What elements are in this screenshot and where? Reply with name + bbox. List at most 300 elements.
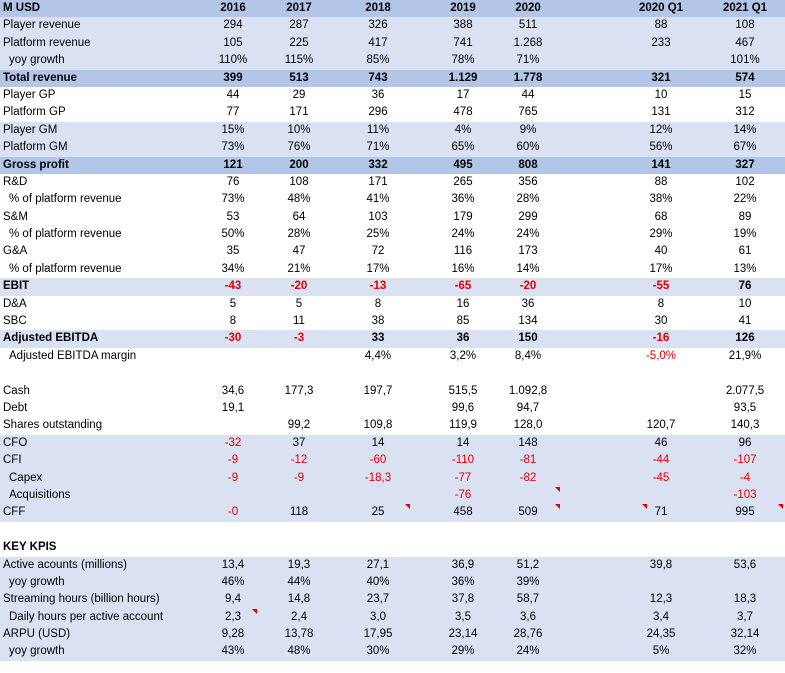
row-label[interactable]: yoy growth [9,54,65,67]
table-cell[interactable]: 71% [516,54,540,67]
table-cell[interactable]: 171 [289,106,309,119]
table-cell[interactable]: 2,3 [225,610,241,623]
table-cell[interactable]: 326 [368,19,388,32]
col-header[interactable]: 2018 [365,2,391,14]
table-cell[interactable]: -103 [733,488,757,501]
table-cell[interactable]: 29% [451,645,475,658]
table-cell[interactable]: 327 [735,158,755,171]
table-cell[interactable]: -60 [369,454,387,467]
table-cell[interactable]: -12 [290,454,308,467]
table-cell[interactable]: 8 [374,297,382,310]
table-cell[interactable]: 312 [735,106,755,119]
table-cell[interactable]: 197,7 [363,384,393,397]
table-cell[interactable]: 233 [651,36,671,49]
table-cell[interactable]: 34,6 [221,384,245,397]
table-cell[interactable]: 12,3 [649,593,673,606]
table-cell[interactable] [266,400,332,417]
table-cell[interactable]: 32% [733,645,757,658]
table-cell[interactable]: 22% [733,193,757,206]
row-label[interactable]: Adjusted EBITDA [3,332,99,345]
table-cell[interactable]: 19,3 [287,558,311,571]
row-label[interactable]: Platform revenue [3,36,91,49]
comment-indicator-icon[interactable] [555,504,560,509]
table-cell[interactable]: 73% [221,141,245,154]
table-cell[interactable]: 171 [368,175,388,188]
table-cell[interactable]: 24,35 [646,628,676,641]
table-cell[interactable]: 225 [289,36,309,49]
table-cell[interactable]: 119,9 [449,419,477,432]
table-cell[interactable]: 399 [223,71,243,84]
table-cell[interactable]: 9% [519,123,537,136]
table-cell[interactable]: 148 [518,436,538,449]
table-cell[interactable]: 96 [738,436,752,449]
row-label[interactable]: Debt [3,401,28,414]
table-cell[interactable]: 16 [456,297,470,310]
table-cell[interactable]: 19% [733,228,757,241]
table-cell[interactable]: 2,4 [291,610,307,623]
table-cell[interactable]: 141 [651,158,671,171]
table-cell[interactable]: 574 [735,71,755,84]
table-cell[interactable]: -9 [227,454,239,467]
table-cell[interactable]: 4,4% [364,349,392,362]
table-cell[interactable]: 23,14 [448,628,478,641]
table-cell[interactable]: 39,8 [649,558,673,571]
table-cell[interactable]: 76 [226,175,240,188]
table-cell[interactable]: 61 [738,245,752,258]
table-cell[interactable] [345,487,411,504]
table-cell[interactable]: 150 [518,332,538,345]
table-cell[interactable]: 71 [654,506,668,519]
table-cell[interactable]: -18,3 [364,471,392,484]
table-cell[interactable]: 102 [735,175,755,188]
table-cell[interactable]: 40% [366,575,390,588]
table-cell[interactable]: 68 [654,210,668,223]
table-cell[interactable]: 3,6 [520,610,536,623]
row-label[interactable]: D&A [3,297,27,310]
table-cell[interactable]: 13,78 [284,628,314,641]
table-cell[interactable]: 24% [516,228,540,241]
table-cell[interactable]: 85 [456,315,470,328]
table-cell[interactable] [266,348,332,365]
table-cell[interactable]: 88 [654,175,668,188]
table-cell[interactable]: 41 [738,315,752,328]
row-label[interactable]: % of platform revenue [9,193,122,206]
row-label[interactable]: Gross profit [3,158,69,171]
table-cell[interactable] [200,417,266,434]
table-cell[interactable]: 37 [292,436,306,449]
table-cell[interactable] [628,487,694,504]
table-cell[interactable]: 21,9% [728,349,762,362]
table-cell[interactable]: -55 [652,280,670,293]
table-cell[interactable]: 1.092,8 [508,384,548,397]
table-cell[interactable]: 265 [453,175,473,188]
table-cell[interactable]: 765 [518,106,538,119]
row-label[interactable]: % of platform revenue [9,262,122,275]
table-cell[interactable]: 101% [730,54,760,67]
comment-indicator-icon[interactable] [252,609,257,614]
table-cell[interactable]: 14% [733,123,757,136]
table-cell[interactable]: 99,6 [451,401,475,414]
table-cell[interactable]: 11% [366,123,390,136]
table-cell[interactable]: 1.778 [513,71,543,84]
col-header[interactable]: 2017 [286,2,312,14]
table-cell[interactable]: 28% [287,228,311,241]
table-cell[interactable]: 108 [735,19,755,32]
table-cell[interactable]: -16 [652,332,670,345]
table-cell[interactable]: 108 [289,175,309,188]
table-cell[interactable]: 60% [516,141,540,154]
table-cell[interactable]: 25 [371,506,385,519]
table-cell[interactable]: 299 [518,210,538,223]
table-cell[interactable]: -20 [519,280,537,293]
table-cell[interactable]: 808 [518,158,538,171]
table-cell[interactable]: 44 [521,88,535,101]
table-cell[interactable] [712,522,778,539]
table-cell[interactable] [266,522,332,539]
table-cell[interactable]: -77 [454,471,472,484]
table-cell[interactable]: 743 [368,71,388,84]
table-cell[interactable]: 15 [738,88,752,101]
table-cell[interactable]: 173 [518,245,538,258]
table-cell[interactable]: -30 [224,332,242,345]
table-cell[interactable]: 741 [453,36,473,49]
table-cell[interactable]: 19,1 [221,401,245,414]
row-label[interactable]: % of platform revenue [9,228,122,241]
table-cell[interactable] [495,365,561,382]
table-cell[interactable]: 48% [287,193,311,206]
table-cell[interactable]: 388 [453,19,473,32]
table-cell[interactable]: 10% [287,123,311,136]
table-cell[interactable]: 48% [287,645,311,658]
table-cell[interactable]: -82 [519,471,537,484]
table-cell[interactable]: 131 [651,106,671,119]
table-cell[interactable]: 24% [451,228,475,241]
table-cell[interactable]: 29% [649,228,673,241]
table-cell[interactable]: 17% [649,262,673,275]
table-cell[interactable] [266,365,332,382]
table-cell[interactable]: 10 [738,297,752,310]
table-cell[interactable]: 495 [453,158,473,171]
row-label[interactable]: CFI [3,454,22,467]
table-cell[interactable]: 85% [366,54,390,67]
table-cell[interactable]: 16% [451,262,475,275]
row-label[interactable]: EBIT [3,280,30,293]
row-label[interactable]: KEY KPIS [3,541,57,554]
table-cell[interactable] [628,522,694,539]
table-cell[interactable]: 128,0 [513,419,543,432]
row-label[interactable]: Player GP [3,88,56,101]
table-cell[interactable]: -81 [519,454,537,467]
table-cell[interactable]: 140,3 [730,419,760,432]
comment-indicator-icon[interactable] [405,504,410,509]
table-cell[interactable]: 5 [295,297,303,310]
table-cell[interactable] [628,574,694,591]
table-cell[interactable]: 73% [221,193,245,206]
table-cell[interactable]: -43 [224,280,242,293]
table-cell[interactable]: 321 [651,71,671,84]
row-label[interactable]: R&D [3,175,28,188]
table-cell[interactable]: 43% [221,645,245,658]
table-cell[interactable] [712,574,778,591]
table-cell[interactable]: 11 [293,315,305,328]
table-cell[interactable] [495,522,561,539]
table-cell[interactable]: 36,9 [451,558,475,571]
table-cell[interactable] [628,365,694,382]
table-cell[interactable]: 33 [371,332,385,345]
table-cell[interactable]: 93,5 [733,401,757,414]
row-label[interactable]: yoy growth [9,575,65,588]
table-cell[interactable]: 34% [221,262,245,275]
comment-indicator-icon[interactable] [778,504,783,509]
table-cell[interactable] [266,487,332,504]
table-cell[interactable]: 332 [368,158,388,171]
table-cell[interactable]: 32,14 [730,628,760,641]
table-cell[interactable] [345,522,411,539]
table-cell[interactable]: 109,8 [363,419,393,432]
table-cell[interactable]: 65% [451,141,475,154]
row-label[interactable]: Shares outstanding [3,419,103,432]
table-cell[interactable] [430,365,496,382]
col-header[interactable]: 2021 Q1 [722,2,768,14]
table-cell[interactable]: -13 [369,280,387,293]
table-cell[interactable]: 177,3 [284,384,314,397]
table-cell[interactable]: 94,7 [516,401,540,414]
table-cell[interactable]: 15% [221,123,245,136]
table-cell[interactable]: 417 [368,36,388,49]
table-cell[interactable]: 179 [453,210,473,223]
table-cell[interactable]: 77 [226,106,240,119]
table-cell[interactable]: 296 [368,106,388,119]
table-cell[interactable]: 5% [652,645,670,658]
row-label[interactable]: Player GM [3,123,58,136]
table-cell[interactable]: 58,7 [516,593,540,606]
table-cell[interactable]: 21% [287,262,311,275]
table-cell[interactable] [628,383,694,400]
table-cell[interactable]: 9,28 [221,628,245,641]
table-cell[interactable]: 40 [654,245,668,258]
table-cell[interactable]: 8,4% [514,349,542,362]
table-cell[interactable]: 294 [223,19,243,32]
table-cell[interactable]: 3,2% [449,349,477,362]
table-cell[interactable]: 50% [221,228,245,241]
table-cell[interactable]: 88 [654,19,668,32]
table-cell[interactable] [345,400,411,417]
table-cell[interactable]: -3 [293,332,305,345]
table-cell[interactable]: 14 [456,436,470,449]
table-cell[interactable]: 110% [218,54,248,67]
row-label[interactable]: Cash [3,384,30,397]
table-cell[interactable] [495,539,561,556]
table-cell[interactable]: 53,6 [733,558,757,571]
table-cell[interactable]: 134 [518,315,538,328]
table-cell[interactable]: 38 [371,315,385,328]
table-cell[interactable]: -20 [290,280,308,293]
table-cell[interactable] [200,539,266,556]
table-cell[interactable]: 515,5 [448,384,478,397]
table-cell[interactable]: -5,0% [645,349,677,362]
row-label[interactable]: G&A [3,245,28,258]
table-cell[interactable]: 51,2 [516,558,540,571]
table-cell[interactable]: 36% [451,575,475,588]
table-cell[interactable]: 72 [371,245,385,258]
table-cell[interactable] [430,539,496,556]
table-cell[interactable]: 116 [453,245,473,258]
table-cell[interactable]: -44 [652,454,670,467]
table-cell[interactable]: 12% [649,123,673,136]
table-cell[interactable]: 13% [733,262,757,275]
table-cell[interactable]: 511 [518,19,538,32]
table-cell[interactable]: 23,7 [366,593,390,606]
table-cell[interactable]: 37,8 [451,593,475,606]
table-cell[interactable]: 76 [738,280,752,293]
table-cell[interactable]: 27,1 [366,558,390,571]
table-cell[interactable] [345,365,411,382]
table-cell[interactable]: 44 [226,88,240,101]
table-cell[interactable]: 118 [289,506,309,519]
table-cell[interactable]: 28% [516,193,540,206]
table-cell[interactable]: 8 [229,315,237,328]
table-cell[interactable]: 14% [516,262,540,275]
table-cell[interactable]: 38% [649,193,673,206]
table-cell[interactable]: 513 [289,71,309,84]
table-cell[interactable]: 56% [649,141,673,154]
table-cell[interactable]: 9,4 [225,593,241,606]
table-cell[interactable] [200,365,266,382]
table-cell[interactable]: 105 [223,36,243,49]
row-label[interactable]: SBC [3,315,27,328]
table-cell[interactable]: 30 [654,315,668,328]
table-cell[interactable]: 47 [292,245,306,258]
table-cell[interactable]: -65 [454,280,472,293]
row-label[interactable]: CFO [3,436,28,449]
table-cell[interactable]: 76% [287,141,311,154]
row-label[interactable]: yoy growth [9,645,65,658]
table-cell[interactable]: 287 [289,19,309,32]
row-label[interactable]: Player revenue [3,19,81,32]
table-cell[interactable]: 126 [735,332,755,345]
row-label[interactable]: CFF [3,506,26,519]
table-cell[interactable]: 46% [221,575,245,588]
table-cell[interactable]: 18,3 [733,593,757,606]
table-cell[interactable]: 478 [453,106,473,119]
table-cell[interactable] [200,348,266,365]
table-cell[interactable]: 25% [366,228,390,241]
comment-indicator-icon[interactable] [555,487,560,492]
row-label[interactable]: Adjusted EBITDA margin [9,349,137,362]
table-cell[interactable]: 356 [518,175,538,188]
table-cell[interactable]: -45 [652,471,670,484]
table-cell[interactable]: 14 [371,436,385,449]
table-cell[interactable]: 3,0 [370,610,386,623]
table-cell[interactable]: 39% [516,575,540,588]
table-cell[interactable]: 3,7 [737,610,753,623]
table-cell[interactable]: 78% [451,54,475,67]
col-header[interactable]: 2020 [515,2,541,14]
table-cell[interactable] [266,539,332,556]
row-label[interactable]: Capex [9,471,43,484]
table-cell[interactable]: 24% [516,645,540,658]
table-cell[interactable]: 115% [284,54,314,67]
row-label[interactable]: Platform GM [3,141,68,154]
table-cell[interactable]: 29 [292,88,306,101]
row-label[interactable]: Active acounts (millions) [3,558,127,571]
table-cell[interactable] [712,539,778,556]
row-label[interactable]: Daily hours per active account [9,610,164,623]
row-label[interactable]: S&M [3,210,28,223]
table-cell[interactable] [628,400,694,417]
table-cell[interactable]: 71% [366,141,390,154]
table-cell[interactable]: 121 [223,158,243,171]
table-cell[interactable]: -4 [739,471,751,484]
row-label[interactable]: Streaming hours (billion hours) [3,593,160,606]
table-cell[interactable]: 17% [366,262,390,275]
table-cell[interactable] [628,52,694,69]
table-cell[interactable]: 17 [456,88,470,101]
table-cell[interactable]: -110 [451,454,475,467]
table-cell[interactable]: 36 [456,332,470,345]
table-cell[interactable]: 5 [229,297,237,310]
comment-indicator-icon[interactable] [642,504,647,509]
table-cell[interactable]: 2.077,5 [725,384,765,397]
row-label[interactable]: Total revenue [3,71,77,84]
table-cell[interactable]: 28,76 [513,628,543,641]
table-cell[interactable] [495,487,561,504]
table-cell[interactable]: 14,8 [287,593,311,606]
table-cell[interactable]: 13,4 [221,558,245,571]
row-label[interactable]: Platform GP [3,106,66,119]
table-cell[interactable] [345,539,411,556]
table-cell[interactable] [628,539,694,556]
table-cell[interactable]: 36% [451,193,475,206]
table-cell[interactable]: -9 [293,471,305,484]
table-cell[interactable]: -32 [224,436,242,449]
table-cell[interactable]: 99,2 [287,419,311,432]
table-cell[interactable] [712,365,778,382]
table-cell[interactable]: 10 [654,88,668,101]
row-label[interactable]: Acquisitions [9,488,71,501]
table-cell[interactable]: 995 [735,506,755,519]
table-cell[interactable]: 509 [518,506,538,519]
table-cell[interactable]: 8 [657,297,665,310]
table-cell[interactable]: -9 [227,471,239,484]
table-cell[interactable]: 1.268 [513,36,543,49]
table-cell[interactable]: 46 [654,436,668,449]
table-cell[interactable]: 103 [368,210,388,223]
table-cell[interactable]: 64 [292,210,306,223]
table-cell[interactable]: 200 [289,158,309,171]
table-cell[interactable]: 120,7 [646,419,676,432]
table-cell[interactable]: 36 [521,297,535,310]
table-cell[interactable]: 44% [287,575,311,588]
table-cell[interactable]: 17,95 [363,628,393,641]
table-cell[interactable]: 36 [371,88,385,101]
table-cell[interactable] [430,522,496,539]
table-cell[interactable]: 3,5 [455,610,471,623]
table-cell[interactable]: 67% [733,141,757,154]
col-header[interactable]: 2020 Q1 [638,2,684,14]
table-cell[interactable]: 467 [735,36,755,49]
table-cell[interactable]: 53 [226,210,240,223]
table-cell[interactable]: 35 [226,245,240,258]
table-cell[interactable]: 4% [454,123,472,136]
table-cell[interactable] [200,522,266,539]
col-header[interactable]: 2019 [450,2,476,14]
table-cell[interactable]: 89 [738,210,752,223]
table-cell[interactable]: -76 [454,488,472,501]
table-cell[interactable]: 1.129 [448,71,478,84]
table-cell[interactable] [200,487,266,504]
table-cell[interactable]: 41% [366,193,390,206]
